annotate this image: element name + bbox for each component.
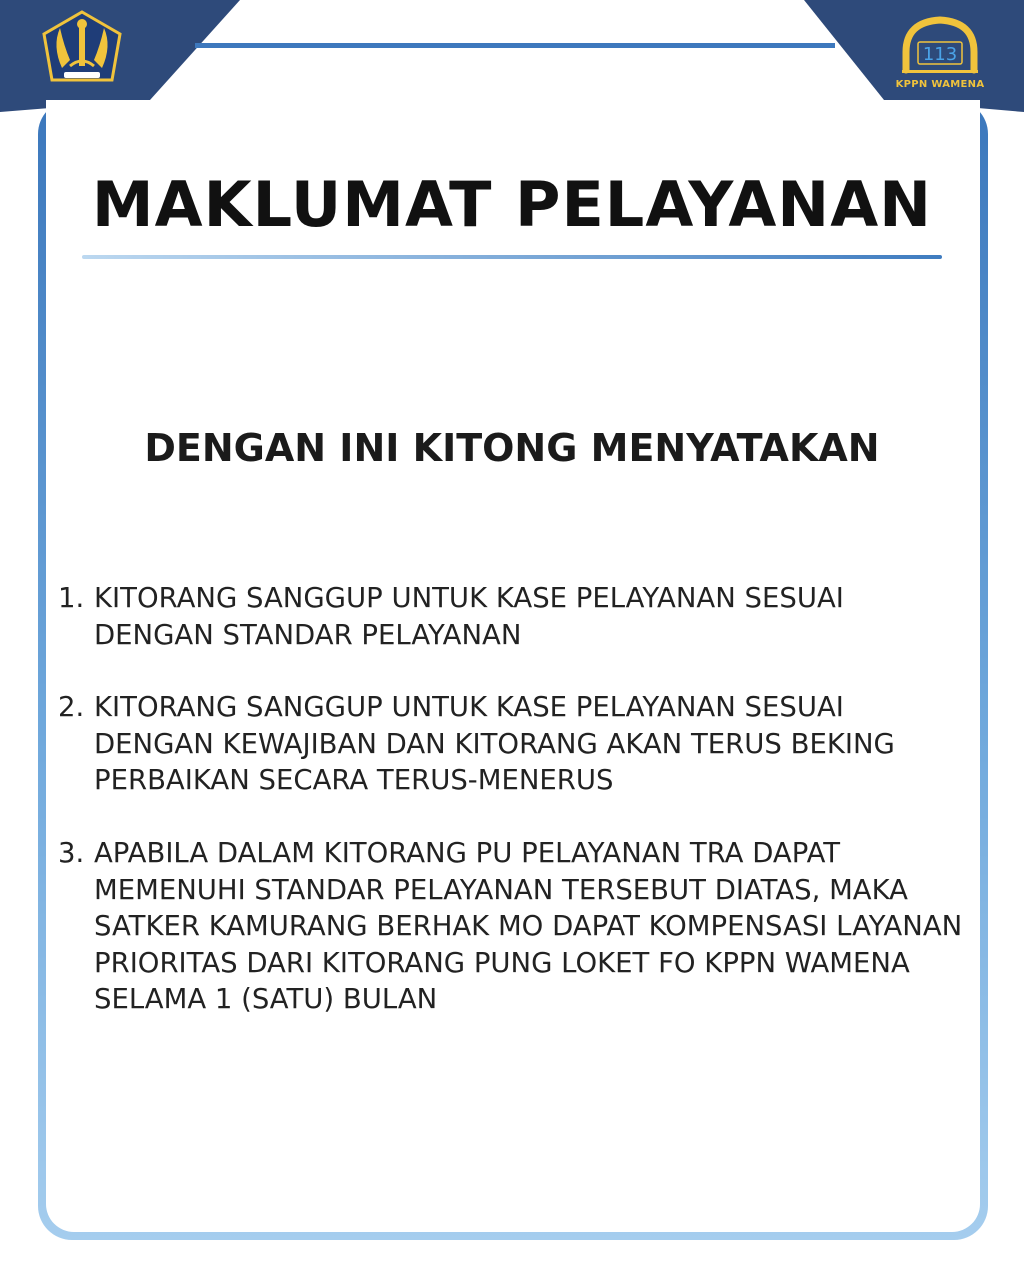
kppn-number: 113 [922,44,958,65]
list-item-text: APABILA DALAM KITORANG PU PELAYANAN TRA DAPAT MEMENUHI STANDAR PELAYANAN TERSEBUT DIATAS, MAKA SATKER KAMURANG BERHAK MO DAPAT KOMPENSASI LAYANAN PRIORITAS DARI KITORANG PUNG LOKET FO KPPN WAMENA SELAMA 1 (SATU) BULAN [94,837,963,1015]
list-item-number: 3. [58,837,85,869]
page-subtitle: DENGAN INI KITONG MENYATAKAN [144,426,880,470]
list-item-text: KITORANG SANGGUP UNTUK KASE PELAYANAN SESUAI DENGAN STANDAR PELAYANAN [94,582,844,651]
kppn-caption: KPPN WAMENA [895,79,985,90]
list-item [58,835,968,1018]
list-item-number: 2. [58,691,85,723]
header-top-rule [195,43,835,48]
list-item-number: 1. [58,582,85,614]
kemenkeu-emblem-icon [40,10,124,90]
title-underline [82,255,942,259]
content-frame [38,100,988,1240]
list-item [58,689,968,799]
page-title: MAKLUMAT PELAYANAN [91,168,933,241]
content-panel [46,100,980,1232]
list-item-text: KITORANG SANGGUP UNTUK KASE PELAYANAN SESUAI DENGAN KEWAJIBAN DAN KITORANG AKAN TERUS BEKING PERBAIKAN SECARA TERUS-MENERUS [94,691,895,796]
header-corner-left [0,0,260,112]
list-item [58,580,968,653]
